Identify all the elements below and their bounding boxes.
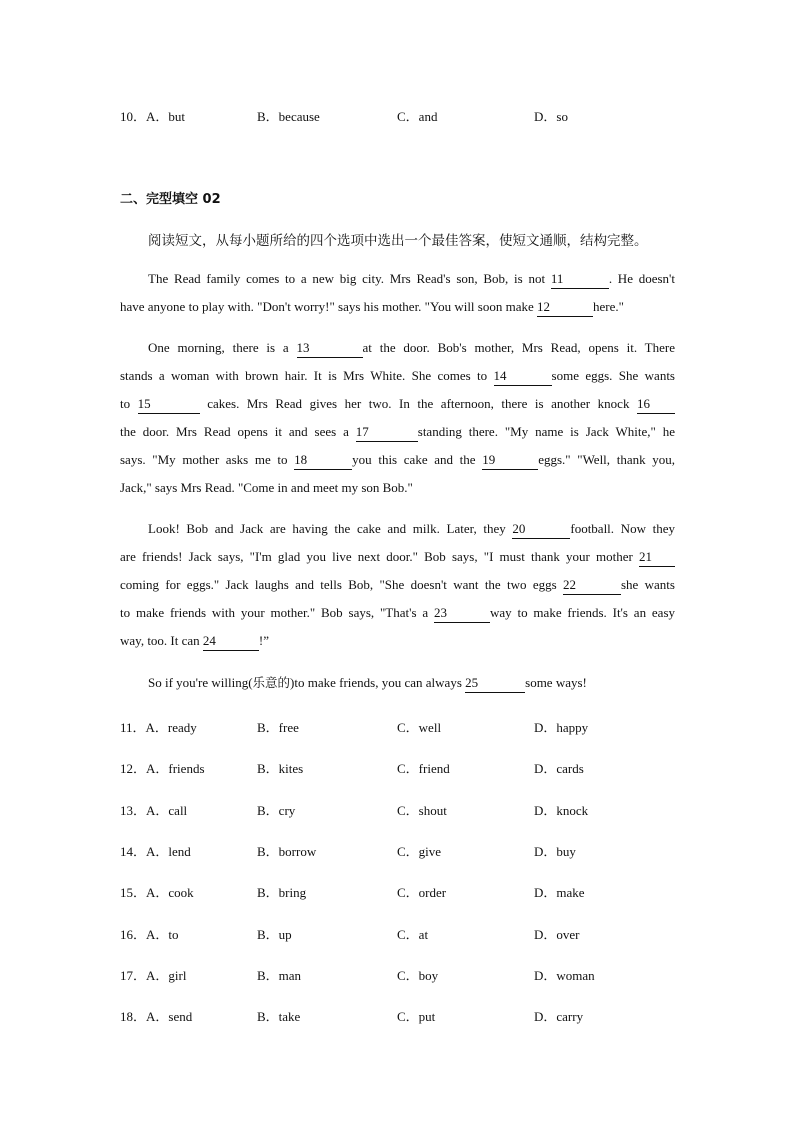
passage-paragraph-2 <box>120 334 675 502</box>
passage-text: to <box>120 396 138 411</box>
passage-text: are friends! Jack says, "I'm glad you live next door." Bob says, "I must thank your mother <box>120 549 639 564</box>
passage-text: way, too. It can <box>120 633 203 648</box>
passage-text: coming for eggs." Jack laughs and tells Bob, "She doesn't want the two eggs <box>120 577 563 592</box>
passage-line <box>120 627 675 655</box>
question-10-option-d: D．so <box>534 109 568 124</box>
passage-text: here." <box>593 299 624 314</box>
question-17-row <box>120 965 680 985</box>
question-number: 18． <box>120 1009 147 1024</box>
question-number: 15． <box>120 885 147 900</box>
question-11-option-a <box>120 717 197 736</box>
blank-23[interactable]: 23 <box>434 604 490 623</box>
passage-text: she wants <box>621 577 675 592</box>
passage-text: So if you're willing( <box>148 675 253 690</box>
option-text: A．send <box>146 1009 193 1024</box>
question-17-option-a <box>120 965 186 984</box>
question-15-option-c: C．order <box>397 885 447 900</box>
passage-text: eggs." "Well, thank you, <box>538 452 675 467</box>
question-number: 11． <box>120 720 146 735</box>
question-11-option-c: C．well <box>397 720 442 735</box>
passage-line <box>120 390 675 418</box>
passage-text: some ways! <box>525 675 587 690</box>
passage-line <box>120 474 675 502</box>
passage-text: says. "My mother asks me to <box>120 452 295 467</box>
passage-line <box>120 599 675 627</box>
blank-25[interactable]: 25 <box>465 674 525 693</box>
blank-12[interactable]: 12 <box>537 298 593 317</box>
passage-text: football. Now they <box>570 521 675 536</box>
question-number: 12． <box>120 761 147 776</box>
passage-line <box>120 265 675 293</box>
passage-text: at the door. Bob's mother, Mrs Read, opens it. There <box>362 340 675 355</box>
question-14-option-c: C．give <box>397 844 442 859</box>
question-14-option-a <box>120 841 191 860</box>
question-16-option-d: D．over <box>534 927 580 942</box>
question-15-option-b: B．bring <box>257 885 307 900</box>
question-number: 17． <box>120 968 147 983</box>
passage-line <box>120 334 675 362</box>
passage-text: Look! Bob and Jack are having the cake and milk. Later, they <box>148 521 513 536</box>
passage-text: you this cake and the <box>352 452 483 467</box>
passage-text: The Read family comes to a new big city. Mrs Read's son, Bob, is not <box>148 271 551 286</box>
blank-21[interactable]: 21 <box>639 548 675 567</box>
question-13-option-c: C．shout <box>397 803 447 818</box>
section-instruction: 阅读短文，从每小题所给的四个选项中选出一个最佳答案，使短文通顺，结构完整。 <box>148 233 648 249</box>
option-text: A．call <box>146 803 188 818</box>
passage-line <box>120 571 675 599</box>
passage-text: the door. Mrs Read opens it and sees a <box>120 424 356 439</box>
option-text: A．girl <box>146 968 187 983</box>
question-13-option-d: D．knock <box>534 803 589 818</box>
question-15-option-d: D．make <box>534 885 585 900</box>
passage-line <box>120 418 675 446</box>
option-text: A．lend <box>146 844 191 859</box>
passage-text: stands a woman with brown hair. It is Mrs White. She comes to <box>120 368 494 383</box>
passage-text: Jack," says Mrs Read. "Come in and meet my son Bob." <box>120 480 413 495</box>
question-13-option-b: B．cry <box>257 803 296 818</box>
blank-14[interactable]: 14 <box>494 367 552 386</box>
passage-text: !” <box>258 633 270 648</box>
passage-paragraph-4 <box>120 669 675 697</box>
question-16-option-b: B．up <box>257 927 292 942</box>
question-10-option-b: B．because <box>257 109 320 124</box>
question-17-option-b: B．man <box>257 968 302 983</box>
passage-line <box>120 362 675 390</box>
blank-24[interactable]: 24 <box>203 632 259 651</box>
passage-text: standing there. "My name is Jack White," he <box>417 424 675 439</box>
option-text: A．cook <box>146 885 194 900</box>
blank-13[interactable]: 13 <box>297 339 363 358</box>
question-12-option-a <box>120 758 205 777</box>
passage-text: cakes. Mrs Read gives her two. In the afternoon, there is another knock <box>199 396 637 411</box>
question-10-option-a <box>120 106 185 125</box>
question-14-option-d: D．buy <box>534 844 576 859</box>
question-15-option-a <box>120 882 194 901</box>
question-15-row <box>120 882 680 902</box>
passage-text: some eggs. She wants <box>551 368 675 383</box>
blank-15[interactable]: 15 <box>138 395 200 414</box>
passage-text: way to make friends. It's an easy <box>489 605 676 620</box>
question-number: 10． <box>120 109 147 124</box>
question-10-row <box>120 106 680 126</box>
question-13-option-a <box>120 800 187 819</box>
question-11-row <box>120 717 680 737</box>
question-12-option-d: D．cards <box>534 761 584 776</box>
option-text: A．to <box>146 927 179 942</box>
passage-line <box>120 515 675 543</box>
option-text: A．but <box>146 109 186 124</box>
blank-22[interactable]: 22 <box>563 576 621 595</box>
blank-16[interactable]: 16 <box>637 395 675 414</box>
question-12-option-c: C．friend <box>397 761 450 776</box>
question-11-option-b: B．free <box>257 720 299 735</box>
passage-text: have anyone to play with. "Don't worry!" says his mother. "You will soon make <box>120 299 538 314</box>
question-12-option-b: B．kites <box>257 761 304 776</box>
passage-text: )to make friends, you can always <box>290 675 466 690</box>
question-17-option-c: C．boy <box>397 968 439 983</box>
section-heading: 二、完型填空 02 <box>120 192 221 207</box>
blank-17[interactable]: 17 <box>356 423 418 442</box>
blank-19[interactable]: 19 <box>482 451 538 470</box>
question-18-row <box>120 1006 680 1026</box>
question-12-row <box>120 758 680 778</box>
question-17-option-d: D．woman <box>534 968 595 983</box>
question-11-option-d: D．happy <box>534 720 589 735</box>
question-18-option-a <box>120 1006 192 1025</box>
question-16-option-a <box>120 924 179 943</box>
question-16-option-c: C．at <box>397 927 429 942</box>
question-number: 14． <box>120 844 147 859</box>
passage-line <box>120 293 675 321</box>
question-18-option-b: B．take <box>257 1009 301 1024</box>
passage-paragraph-1 <box>120 265 675 321</box>
question-10-option-c: C．and <box>397 109 438 124</box>
question-14-option-b: B．borrow <box>257 844 317 859</box>
passage-line <box>120 669 675 697</box>
passage-chinese-gloss: 乐意的 <box>252 675 291 690</box>
passage-text: One morning, there is a <box>148 340 297 355</box>
question-18-option-d: D．carry <box>534 1009 584 1024</box>
question-16-row <box>120 924 680 944</box>
passage-line <box>120 543 675 571</box>
question-number: 13． <box>120 803 147 818</box>
option-text: A．ready <box>145 720 197 735</box>
passage-text: to make friends with your mother." Bob says, "That's a <box>120 605 434 620</box>
blank-20[interactable]: 20 <box>512 520 570 539</box>
blank-18[interactable]: 18 <box>294 451 352 470</box>
option-text: A．friends <box>146 761 205 776</box>
question-18-option-c: C．put <box>397 1009 436 1024</box>
question-13-row <box>120 800 680 820</box>
question-14-row <box>120 841 680 861</box>
blank-11[interactable]: 11 <box>551 270 609 289</box>
passage-paragraph-3 <box>120 515 675 655</box>
passage-line <box>120 446 675 474</box>
question-number: 16． <box>120 927 147 942</box>
passage-text: . He doesn't <box>608 271 675 286</box>
